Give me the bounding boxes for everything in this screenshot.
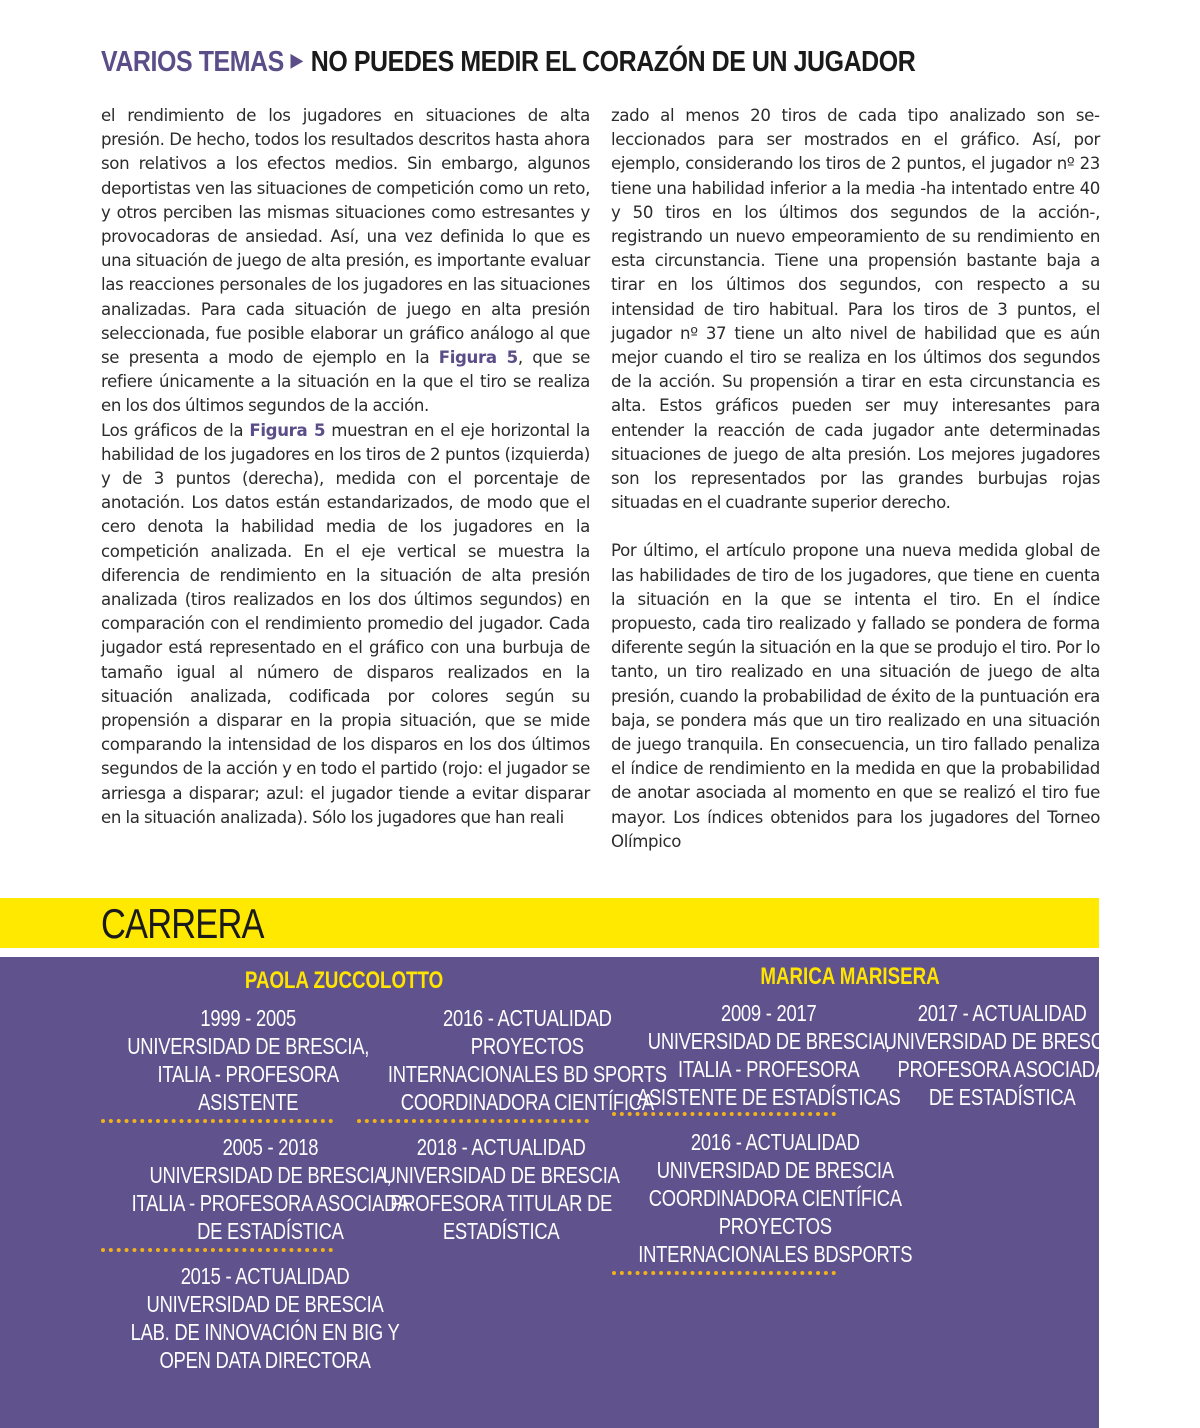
carrera-title: CARRERA: [101, 900, 264, 947]
career-entry-text: [638, 1128, 912, 1268]
career-line: DE ESTADÍSTICA: [197, 1218, 344, 1244]
career-entry-text: [884, 999, 1121, 1111]
career-line: PROYECTOS: [718, 1213, 832, 1239]
career-entry: [353, 1133, 620, 1245]
career-line: ITALIA - PROFESORA ASOCIADA: [131, 1190, 410, 1216]
breadcrumb-arrow-icon: ▶: [290, 49, 303, 70]
career-entry-text: [383, 1133, 620, 1245]
career-line: COORDINADORA CIENTÍFICA: [400, 1089, 654, 1115]
paragraph: [101, 104, 590, 419]
career-entry: [97, 1004, 370, 1116]
career-line: COORDINADORA CIENTÍFICA: [648, 1185, 902, 1211]
career-line: OPEN DATA DIRECTORA: [159, 1347, 371, 1373]
career-dates: 2015 - ACTUALIDAD: [180, 1263, 350, 1289]
career-entry-text: [127, 1004, 369, 1116]
career-entry: [353, 1004, 667, 1116]
career-line: PROFESORA TITULAR DE: [390, 1190, 613, 1216]
career-line: ASISTENTE: [198, 1089, 299, 1115]
career-line: ESTADÍSTICA: [442, 1218, 560, 1244]
career-entry-text: [131, 1262, 400, 1374]
career-line: UNIVERSIDAD DE BRESCIA: [883, 1028, 1121, 1054]
career-line: ITALIA - PROFESORA: [678, 1056, 860, 1082]
career-dates: 2009 - 2017: [720, 1000, 817, 1026]
career-dates: 2017 - ACTUALIDAD: [917, 1000, 1087, 1026]
page-title: NO PUEDES MEDIR EL CORAZÓN DE UN JUGADOR: [310, 45, 916, 78]
career-entry: [604, 1128, 913, 1268]
person-name-paola: PAOLA ZUCCOLOTTO: [244, 967, 444, 994]
paragraph: zado al menos 20 tiros de cada tipo analizado son seleccionados para ser mostrados en el gráfico. Así, por ejemplo, considerando los tiros de 2 puntos, el jugador nº 23 tiene una habilidad inferior a la media -ha intentado entre 40 y 50 tiros en los últimos dos segundos de la acción-, registrando un nuevo empeoramiento de su rendimiento en esta circunstancia. Tiene una propensión bastante baja a tirar en los últimos dos segundos, con respecto a su intensidad de tiro habitual. Para los tiros de 3 puntos, el jugador nº 37 tiene un alto nivel de habilidad que es aún mejor cuando el tiro se realiza en los últimos dos segundos de la acción. Su propensión a tirar en esta circunstancia es alta. Estos gráficos pueden ser muy interesantes para entender la reacción de cada jugador ante determinadas situaciones de juego de alta presión. Los mejores jugadores son los representados por las grandes burbujas rojas situadas en el cuadrante superior derecho.: [611, 106, 1100, 513]
paragraph: Por último, el artículo propone una nueva medida global de las habilidades de tiro de los jugadores, que tiene en cuenta la situación en la que se intenta el tiro. En el índice propuesto, cada tiro realizado y fallado se pondera de forma diferente según la situación en la que se produjo el tiro. Por lo tanto, un tiro realizado en una situación de juego de alta presión, cuando la probabilidad de éxito de la puntuación era baja, se pondera más que un tiro realizado en una situación de juego tranquila. En consecuencia, un tiro fallado penaliza el índice de rendimiento en la medida en que la probabilidad de anotar asociada al momento en que se realizó el tiro fue mayor. Los índices obtenidos para los jugadores del Torneo Olímpico: [611, 541, 1100, 851]
career-line: DE ESTADÍSTICA: [928, 1084, 1076, 1110]
dotted-divider: [612, 1112, 836, 1116]
career-line: UNIVERSIDAD DE BRESCIA: [146, 1291, 384, 1317]
career-entry: [97, 1133, 410, 1245]
career-entry: [604, 999, 901, 1111]
paragraph-text: Los gráficos de la: [101, 420, 250, 440]
career-dates: 2005 - 2018: [222, 1134, 319, 1160]
carrera-banner: [0, 898, 1099, 948]
paragraph-gap: [611, 515, 1100, 539]
career-line: ASISTENTE DE ESTADÍSTICAS: [636, 1084, 901, 1110]
person-name-marica: MARICA MARISERA: [760, 963, 940, 990]
figure-reference[interactable]: Figura 5: [249, 420, 326, 440]
paragraph-text: , que se refiere únicamente a la situación en la que el tiro se realiza en los dos últimos segundos de la acción.: [101, 348, 591, 416]
career-entry: [97, 1262, 400, 1374]
career-line: UNIVERSIDAD DE BRESCIA: [382, 1162, 620, 1188]
career-line: PROFESORA ASOCIADA: [897, 1056, 1107, 1082]
career-panel: [0, 957, 1121, 1428]
paragraph-text: el rendimiento de los jugadores en situaciones de alta presión. De hecho, todos los resultados descritos hasta ahora son relativos a los efectos medios. Sin embargo, algunos deportistas ven las situaciones de competición como un reto, y otros perciben las mismas situaciones como estresantes y provocadoras de ansiedad. Así, una vez definida lo que es una situación de juego de alta presión, es importante evaluar las reacciones personales de los jugadores en las situaciones analizadas. Para cada situación de juego en alta presión seleccionada, fue posible elaborar un gráfico análogo al que se presenta a modo de ejemplo en la: [101, 106, 590, 368]
dotted-divider: [101, 1248, 333, 1252]
career-line: INTERNACIONALES BDSPORTS: [638, 1241, 913, 1267]
section-label: VARIOS TEMAS: [101, 45, 284, 78]
right-column: [611, 104, 1100, 854]
career-entry: [854, 999, 1121, 1111]
paragraph-text: muestran en el eje horizontal la habilidad de los jugadores en los tiros de 2 puntos (izquierda) y de 3 puntos (derecha), medida con el porcentaje de anotación. Los datos están estandarizados, de modo que el cero denota la habilidad media de los jugadores en la competición analizada. En el eje vertical se muestra la diferencia de rendimiento en la situación de alta presión analizada (tiros realizados en los dos últimos segundos) en comparación con el rendimiento promedio del jugador. Cada jugador está representado en el gráfico con una burbuja de tamaño igual al número de disparos realizados en la situación analizada, codificada por colores según su propensión a disparar en la propia situación, que se mide comparando la intensidad de los disparos en los dos últimos segundos de la acción y en todo el partido (rojo: el jugador se arriesga a disparar; azul: el jugador tiende a evitar disparar en la situación analizada). Sólo los jugadores que han reali: [101, 420, 590, 827]
career-line: UNIVERSIDAD DE BRESCIA,: [127, 1033, 370, 1059]
career-line: PROYECTOS: [470, 1033, 584, 1059]
dotted-divider: [357, 1119, 589, 1123]
dotted-divider: [612, 1271, 836, 1275]
career-dates: 2016 - ACTUALIDAD: [442, 1005, 612, 1031]
career-line: UNIVERSIDAD DE BRESCIA,: [647, 1028, 890, 1054]
career-dates: 2016 - ACTUALIDAD: [690, 1129, 860, 1155]
dotted-divider: [101, 1119, 333, 1123]
career-dates: 2018 - ACTUALIDAD: [416, 1134, 586, 1160]
career-dates: 1999 - 2005: [200, 1005, 296, 1031]
career-line: ITALIA - PROFESORA: [157, 1061, 339, 1087]
paragraph: [101, 419, 590, 830]
career-line: INTERNACIONALES BD SPORTS: [387, 1061, 667, 1087]
figure-reference[interactable]: Figura 5: [438, 348, 518, 368]
left-column: [101, 104, 590, 830]
page-header: [101, 42, 915, 82]
career-line: UNIVERSIDAD DE BRESCIA: [656, 1157, 894, 1183]
career-line: UNIVERSIDAD DE BRESCIA,: [149, 1162, 392, 1188]
career-line: LAB. DE INNOVACIÓN EN BIG Y: [130, 1319, 400, 1345]
